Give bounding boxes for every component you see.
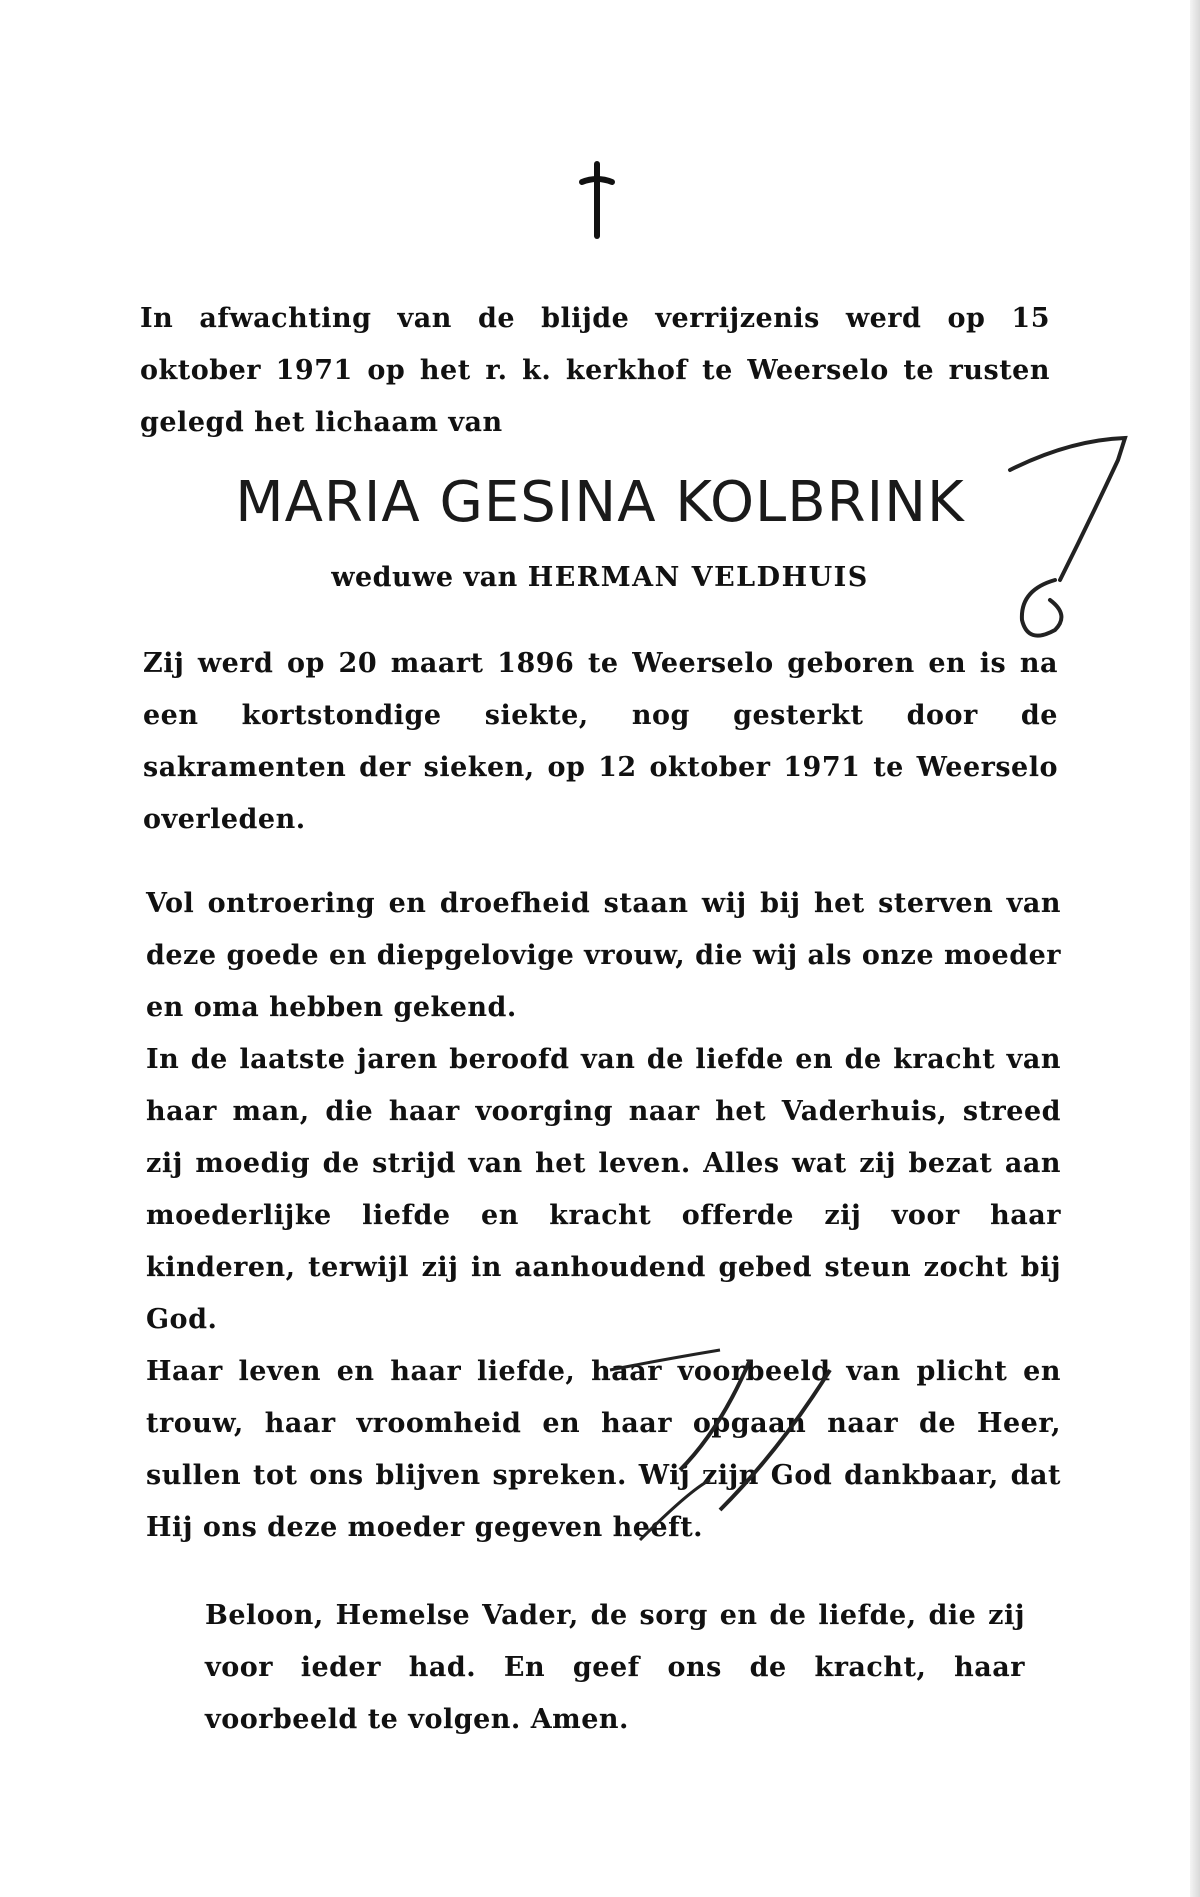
card-edge-shadow (1190, 0, 1200, 1897)
widow-prefix: weduwe van (331, 562, 518, 593)
deceased-name: MARIA GESINA KOLBRINK (235, 470, 965, 535)
biography-paragraph: Zij werd op 20 maart 1896 te Weerselo geboren en is na een kortstondige siekte, nog gesterkt door de sakramenten der sieken, op 12 oktober 1971 te Weerselo overleden. (143, 648, 1058, 835)
closing-prayer: Beloon, Hemelse Vader, de sorg en de liefde, die zij voor ieder had. En geef ons de kracht, haar voorbeeld te volgen. Amen. (205, 1600, 1025, 1735)
widow-line (100, 562, 1100, 593)
husband-name: HERMAN VELDHUIS (527, 562, 869, 593)
handwritten-mark (1000, 430, 1140, 660)
tribute-paragraph: Vol ontroering en droefheid staan wij bij het sterven van deze goede en diepgelovige vrouw, die wij als onze moeder en oma hebben gekend. (146, 888, 1061, 1023)
handwritten-strike-marks (600, 1330, 860, 1550)
burial-notice: In afwachting van de blijde verrijzenis werd op 15 oktober 1971 op het r. k. kerkhof te Weerselo te rusten gelegd het lichaam van (140, 303, 1050, 438)
cross-icon (576, 160, 618, 240)
legacy-paragraph: Haar leven en haar liefde, haar voorbeeld van plicht en trouw, haar vroomheid en haar opgaan naar de Heer, sullen tot ons blijven spreken. Wij zijn God dankbaar, dat Hij ons deze moeder gegeven heeft. (146, 1356, 1061, 1543)
final-years-paragraph: In de laatste jaren beroofd van de liefde en de kracht van haar man, die haar voorging naar het Vaderhuis, streed zij moedig de strijd van het leven. Alles wat zij bezat aan moederlijke liefde en kracht offerde zij voor haar kinderen, terwijl zij in aanhoudend gebed steun zocht bij God. (146, 1044, 1061, 1335)
